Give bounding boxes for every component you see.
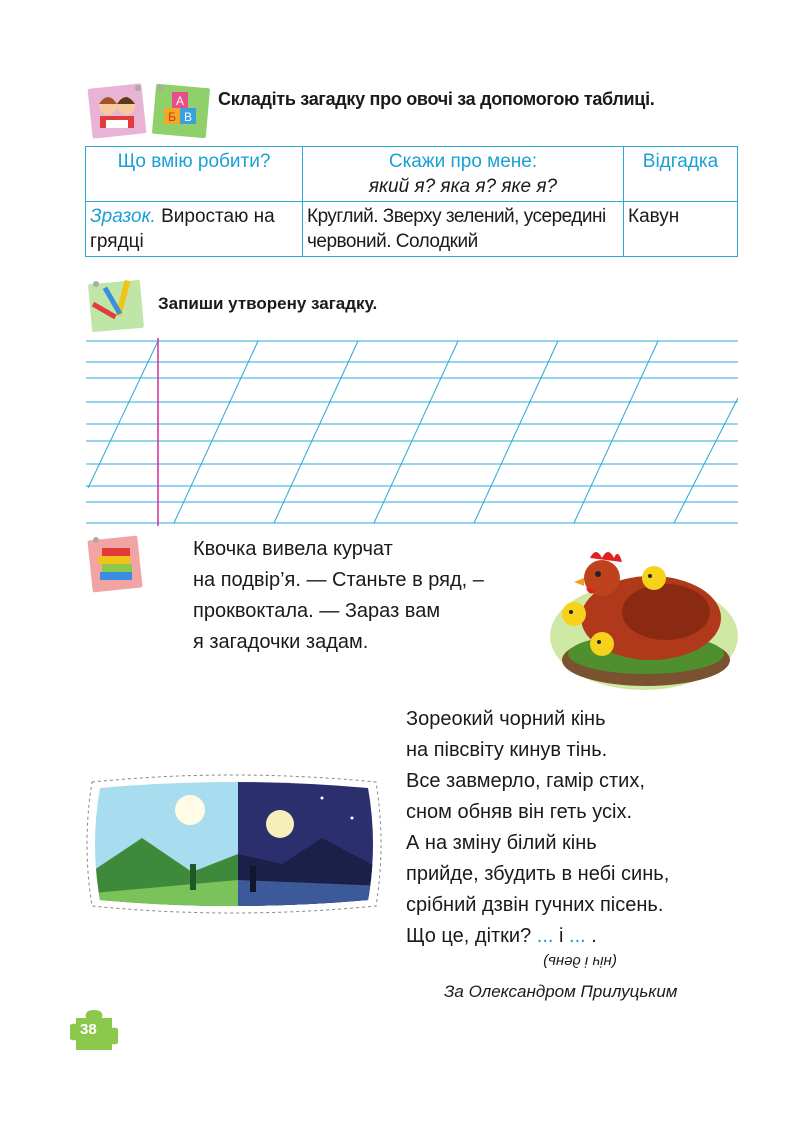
answer-hint-text: (ніч і день) (543, 953, 617, 970)
table-header-cell: Що вмію робити? (86, 147, 303, 202)
poem-line: Зореокий чорний кінь (406, 708, 606, 730)
hen-with-chicks-illustration (546, 536, 742, 694)
poem-line: я загадочки задам. (193, 631, 369, 653)
poem-line: Квочка вивела курчат (193, 538, 393, 560)
poem-line: Все завмерло, гамір стих, (406, 770, 645, 792)
answer-hint (543, 953, 617, 971)
task1-title: Складіть загадку про овочі за допомогою таблиці. (218, 89, 655, 109)
table-cell: Круглий. Зверху зелений, усередині червоний. Солодкий (303, 202, 624, 257)
poem-line: проквоктала. — Зараз вам (193, 600, 441, 622)
day-night-illustration (82, 768, 386, 920)
table-row (86, 202, 738, 257)
question-text: Що це, дітки? (406, 925, 532, 947)
poem-line: срібний дзвін гучних пісень. (406, 894, 664, 916)
answer-blank[interactable]: ... (536, 925, 554, 947)
sample-label: Зразок. (90, 206, 156, 227)
header-sub: який я? яка я? яке я? (368, 176, 558, 197)
svg-text:А: А (175, 94, 185, 108)
header-label: Скажи про мене: (388, 151, 538, 172)
answer-blank[interactable]: ... (569, 925, 586, 947)
children-reading-icon (86, 80, 148, 140)
table-header-row (86, 147, 738, 202)
table-cell (86, 202, 303, 257)
table-cell: Кавун (624, 202, 738, 257)
riddle-table (85, 146, 738, 257)
question-end: . (591, 925, 597, 947)
poem-line: прийде, збудить в небі синь, (406, 863, 670, 885)
task2-title: Запиши утворену загадку. (158, 294, 378, 313)
svg-text:Б: Б (168, 110, 176, 124)
cell-text: Виростаю на грядці (90, 206, 275, 252)
table-header-cell: Відгадка (624, 147, 738, 202)
poem-line: А на зміну білий кінь (406, 832, 597, 854)
author: За Олександром Прилуцьким (444, 982, 678, 1001)
svg-text:В: В (183, 110, 193, 124)
poem-line: на подвір’я. — Станьте в ряд, – (193, 569, 484, 591)
table-header-cell (303, 147, 624, 202)
writing-lines[interactable] (86, 338, 738, 526)
intro-poem (193, 534, 484, 658)
abc-blocks-icon (150, 80, 212, 140)
riddle-poem (406, 704, 669, 952)
page-number: 38 (80, 1021, 97, 1038)
poem-line: сном обняв він геть усіх. (406, 801, 633, 823)
pencils-icon (86, 276, 148, 334)
poem-line (406, 921, 669, 952)
poem-line: на півсвіту кинув тінь. (406, 739, 608, 761)
books-icon (86, 532, 146, 594)
conjunction: і (559, 925, 564, 947)
